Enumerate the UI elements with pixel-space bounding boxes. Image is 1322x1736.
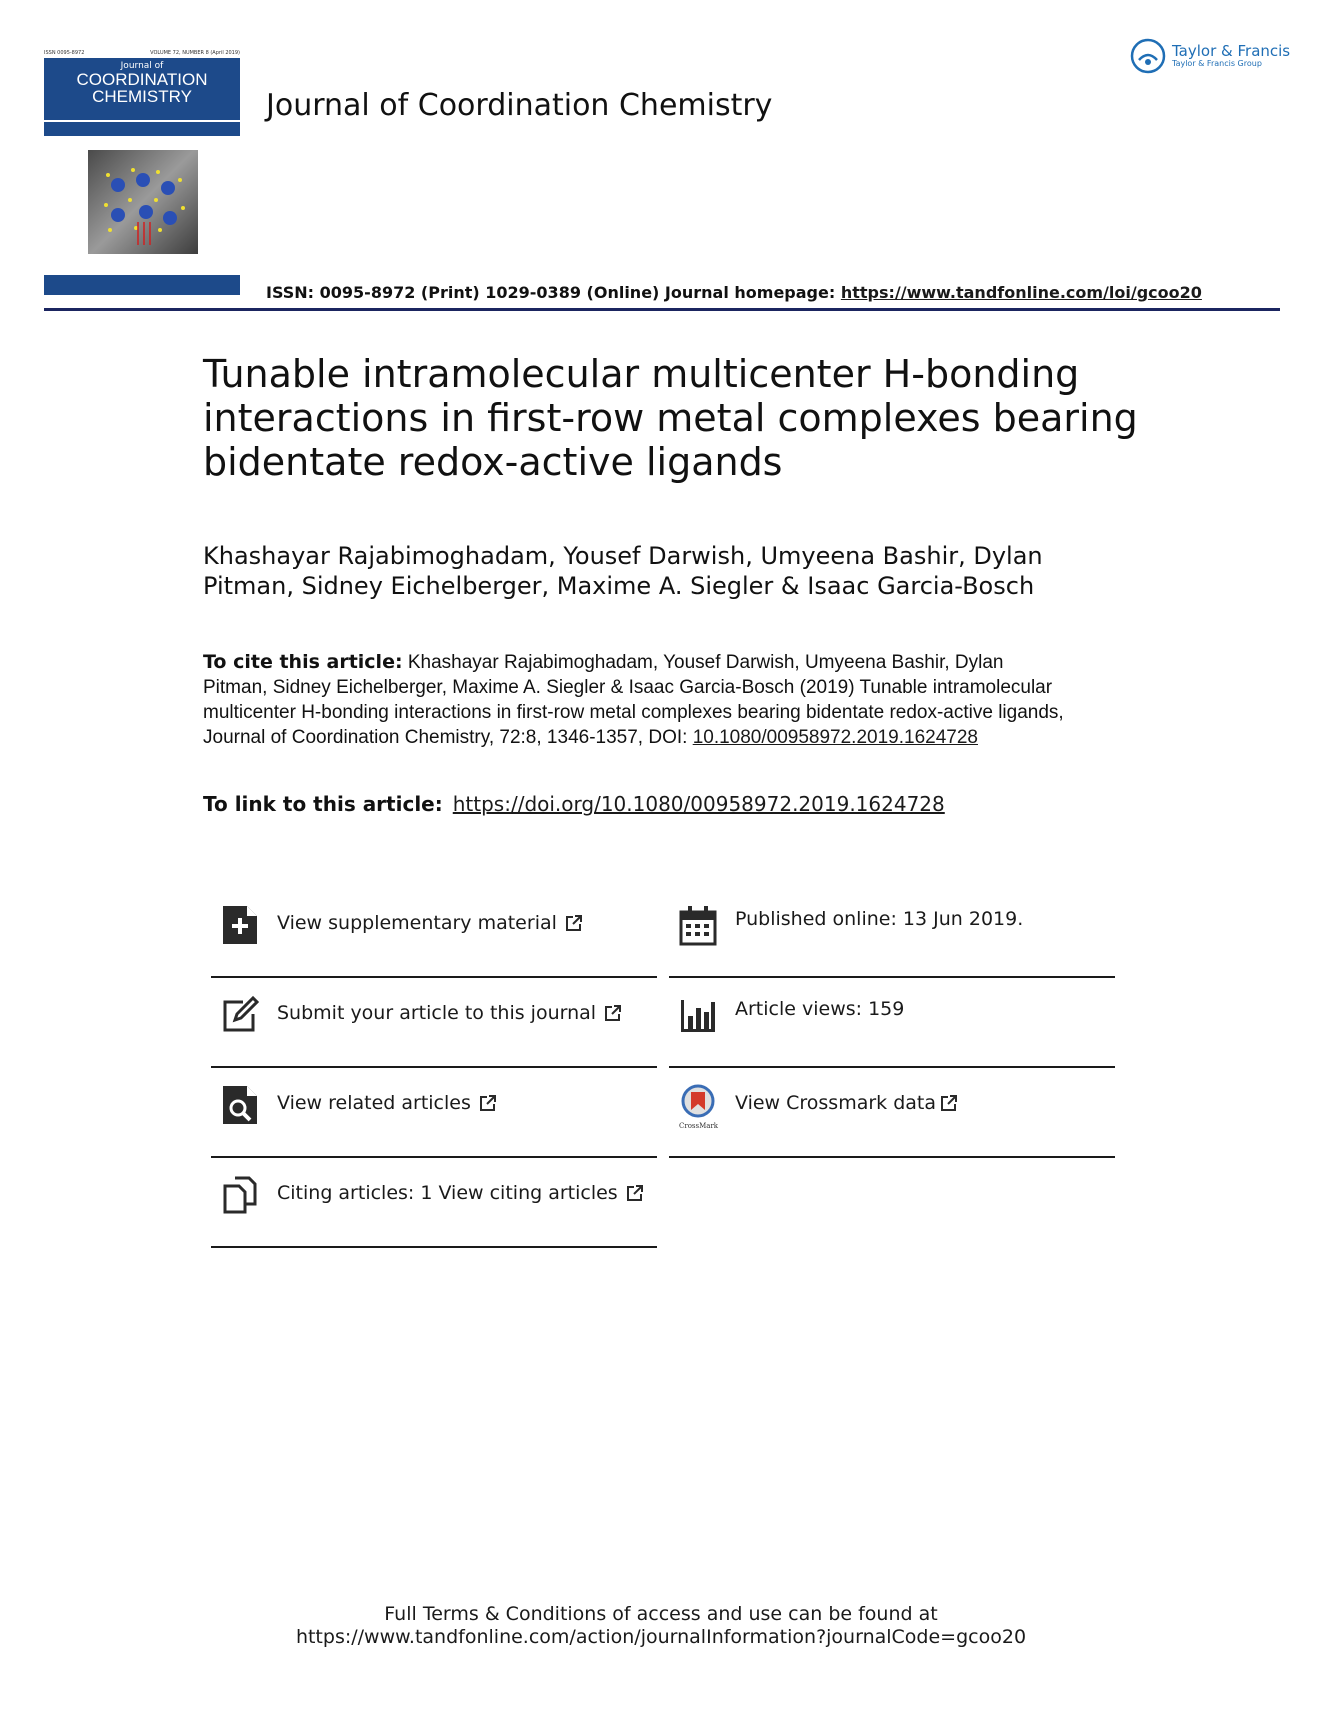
external-link-icon [626,1184,644,1202]
crossmark-logo [679,1084,719,1130]
article-authors: Khashayar Rajabimoghadam, Yousef Darwish, Umyeena Bashir, Dylan Pitman, Sidney Eichelberger, Maxime A. Siegler & Isaac Garcia-Bosch [203,542,1043,600]
cover-banner [44,58,240,120]
search-document-icon [221,1084,259,1126]
bar-chart-icon [679,994,717,1036]
issn-line [266,283,1202,302]
doi-link[interactable]: https://doi.org/10.1080/00958972.2019.1624728 [452,792,945,816]
related-articles-link[interactable]: View related articles [277,1092,471,1114]
publisher-name: Taylor & Francis [1172,42,1291,60]
article-views: Article views: 159 [735,998,905,1020]
article-link-line [203,792,945,816]
cover-strip [44,122,240,136]
published-cell [669,886,1115,978]
terms-line: Full Terms & Conditions of access and use can be found at [384,1603,938,1625]
terms-footer [0,1603,1322,1649]
cover-name-2: CHEMISTRY [92,87,192,106]
citing-cell[interactable] [211,1156,657,1248]
views-cell [669,976,1115,1068]
citing-articles-link[interactable]: Citing articles: 1 View citing articles [277,1182,618,1204]
link-label: To link to this article: [203,792,443,816]
cover-image [88,150,198,254]
publisher-logo[interactable] [1130,38,1290,74]
crossmark-link[interactable]: View Crossmark data [735,1092,937,1114]
journal-homepage-link[interactable]: https://www.tandfonline.com/loi/gcoo20 [840,283,1202,302]
calendar-icon [679,904,717,946]
cite-doi-link[interactable]: 10.1080/00958972.2019.1624728 [692,727,978,748]
file-plus-icon [221,904,259,946]
cite-text: Khashayar Rajabimoghadam, Yousef Darwish, Umyeena Bashir, Dylan Pitman, Sidney Eichelberger, Maxime A. Siegler & Isaac Garcia-Bosch (2019) Tunable intramolecular multicenter H-bonding interactions in first-row metal complexes bearing bidentate redox-active ligands, Journal of Coordination Chemistry, 72:8, 1346-1357, DOI: [203,652,1064,748]
journal-title: Journal of Coordination Chemistry [266,88,773,123]
issn-text: ISSN: 0095-8972 (Print) 1029-0389 (Online) Journal homepage: [266,283,841,302]
submit-cell[interactable] [211,976,657,1068]
cite-label: To cite this article: [203,651,403,673]
cover-issn: ISSN 0095-8972 [44,50,85,56]
publisher-group: Taylor & Francis Group [1172,59,1262,68]
molecule-graphic [88,150,198,254]
terms-url[interactable]: https://www.tandfonline.com/action/journalInformation?journalCode=gcoo20 [295,1626,1027,1648]
submit-article-link[interactable]: Submit your article to this journal [277,1002,597,1024]
cover-volume: VOLUME 72, NUMBER 8 (April 2019) [150,50,240,56]
external-link-icon [565,914,583,932]
edit-icon [221,994,259,1036]
header-rule [44,308,1280,311]
cover-meta [44,50,240,56]
copy-documents-icon [221,1174,259,1216]
cover-publisher-bar [44,275,240,295]
external-link-icon [940,1094,958,1112]
taylor-francis-icon [1130,38,1166,74]
published-date: Published online: 13 Jun 2019. [735,908,1024,930]
external-link-icon [479,1094,497,1112]
cover-journal-of: Journal of [120,61,164,71]
cover-name-1: COORDINATION [76,70,208,89]
journal-cover [44,50,240,295]
article-title: Tunable intramolecular multicenter H-bonding interactions in first-row metal complexes bearing bidentate redox-active ligands [203,352,1138,484]
citation-block [203,650,1073,750]
crossmark-icon [679,1084,717,1118]
crossmark-cell[interactable] [669,1066,1115,1158]
crossmark-label: CrossMark [679,1122,719,1130]
related-cell[interactable] [211,1066,657,1158]
supplementary-link[interactable]: View supplementary material [277,912,557,934]
supplementary-cell[interactable] [211,886,657,978]
external-link-icon [604,1004,622,1022]
